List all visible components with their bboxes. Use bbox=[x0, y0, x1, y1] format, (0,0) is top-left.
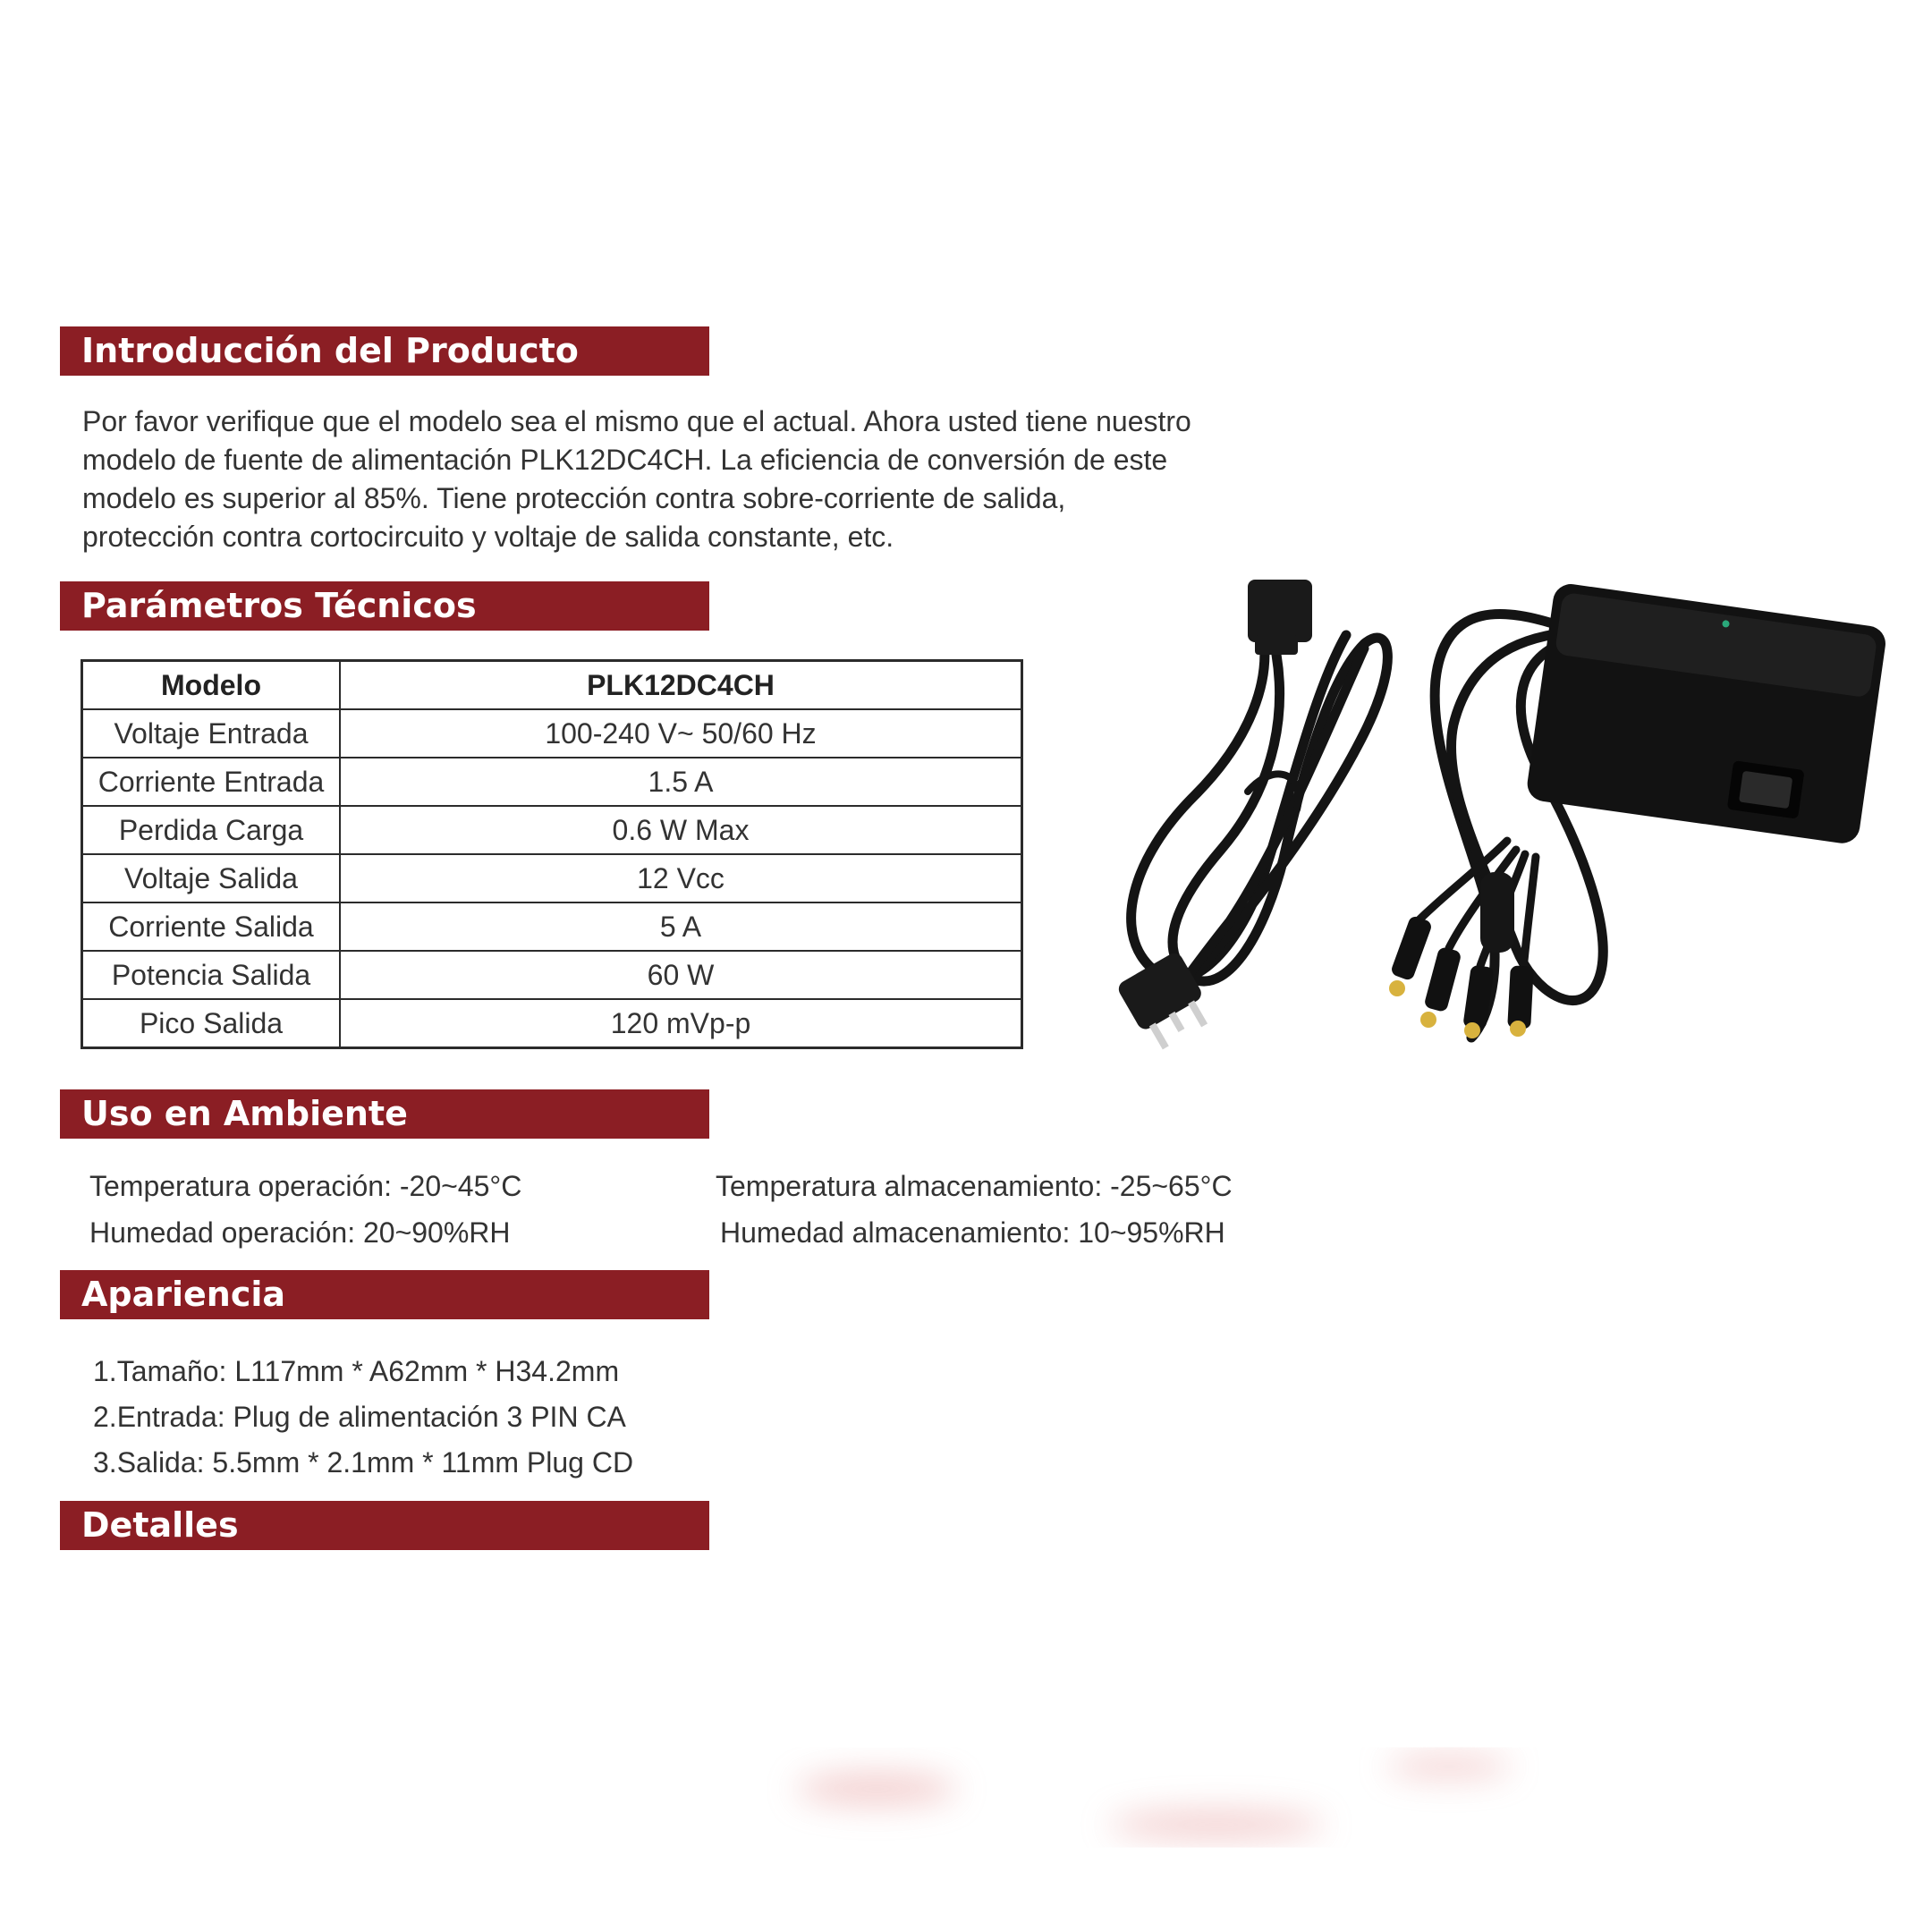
spec-table bbox=[80, 659, 1023, 1049]
storage-humidity: Humedad almacenamiento: 10~95%RH bbox=[720, 1216, 1225, 1249]
spec-value: 5 A bbox=[340, 902, 1022, 951]
spec-header-value: PLK12DC4CH bbox=[340, 661, 1022, 710]
table-row bbox=[82, 758, 1022, 806]
spec-value: 0.6 W Max bbox=[340, 806, 1022, 854]
power-adapter-image bbox=[1096, 572, 1901, 1091]
intro-paragraph bbox=[82, 402, 1191, 556]
spec-label: Perdida Carga bbox=[82, 806, 341, 854]
intro-line: modelo de fuente de alimentación PLK12DC4CH. La eficiencia de conversión de este bbox=[82, 444, 1168, 476]
spec-label: Voltaje Salida bbox=[82, 854, 341, 902]
section-header-params: Parámetros Técnicos bbox=[60, 581, 709, 631]
spec-value: 12 Vcc bbox=[340, 854, 1022, 902]
list-item: 2.Entrada: Plug de alimentación 3 PIN CA bbox=[93, 1401, 626, 1433]
table-row bbox=[82, 806, 1022, 854]
table-row bbox=[82, 951, 1022, 999]
operation-humidity: Humedad operación: 20~90%RH bbox=[89, 1216, 511, 1249]
intro-line: modelo es superior al 85%. Tiene protección contra sobre-corriente de salida, bbox=[82, 482, 1066, 514]
storage-temperature: Temperatura almacenamiento: -25~65°C bbox=[716, 1170, 1233, 1202]
decorative-blur bbox=[0, 1717, 1932, 1932]
spec-value: 120 mVp-p bbox=[340, 999, 1022, 1048]
operation-temperature: Temperatura operación: -20~45°C bbox=[89, 1170, 522, 1202]
spec-label: Pico Salida bbox=[82, 999, 341, 1048]
section-header-environment: Uso en Ambiente bbox=[60, 1089, 709, 1139]
spec-label: Corriente Entrada bbox=[82, 758, 341, 806]
spec-table-header bbox=[82, 661, 1022, 710]
list-item: 3.Salida: 5.5mm * 2.1mm * 11mm Plug CD bbox=[93, 1446, 634, 1479]
section-header-appearance: Apariencia bbox=[60, 1270, 709, 1319]
table-row bbox=[82, 902, 1022, 951]
spec-value: 100-240 V~ 50/60 Hz bbox=[340, 709, 1022, 758]
spec-value: 60 W bbox=[340, 951, 1022, 999]
spec-label: Potencia Salida bbox=[82, 951, 341, 999]
spec-value: 1.5 A bbox=[340, 758, 1022, 806]
section-header-intro: Introducción del Producto bbox=[60, 326, 709, 376]
spec-header-label: Modelo bbox=[82, 661, 341, 710]
intro-line: protección contra cortocircuito y voltaje de salida constante, etc. bbox=[82, 521, 894, 553]
spec-label: Voltaje Entrada bbox=[82, 709, 341, 758]
intro-line: Por favor verifique que el modelo sea el mismo que el actual. Ahora usted tiene nuestro bbox=[82, 405, 1191, 437]
appearance-list bbox=[93, 1349, 633, 1486]
section-header-details: Detalles bbox=[60, 1501, 709, 1550]
table-row bbox=[82, 854, 1022, 902]
table-row bbox=[82, 709, 1022, 758]
list-item: 1.Tamaño: L117mm * A62mm * H34.2mm bbox=[93, 1355, 620, 1387]
table-row bbox=[82, 999, 1022, 1048]
spec-label: Corriente Salida bbox=[82, 902, 341, 951]
